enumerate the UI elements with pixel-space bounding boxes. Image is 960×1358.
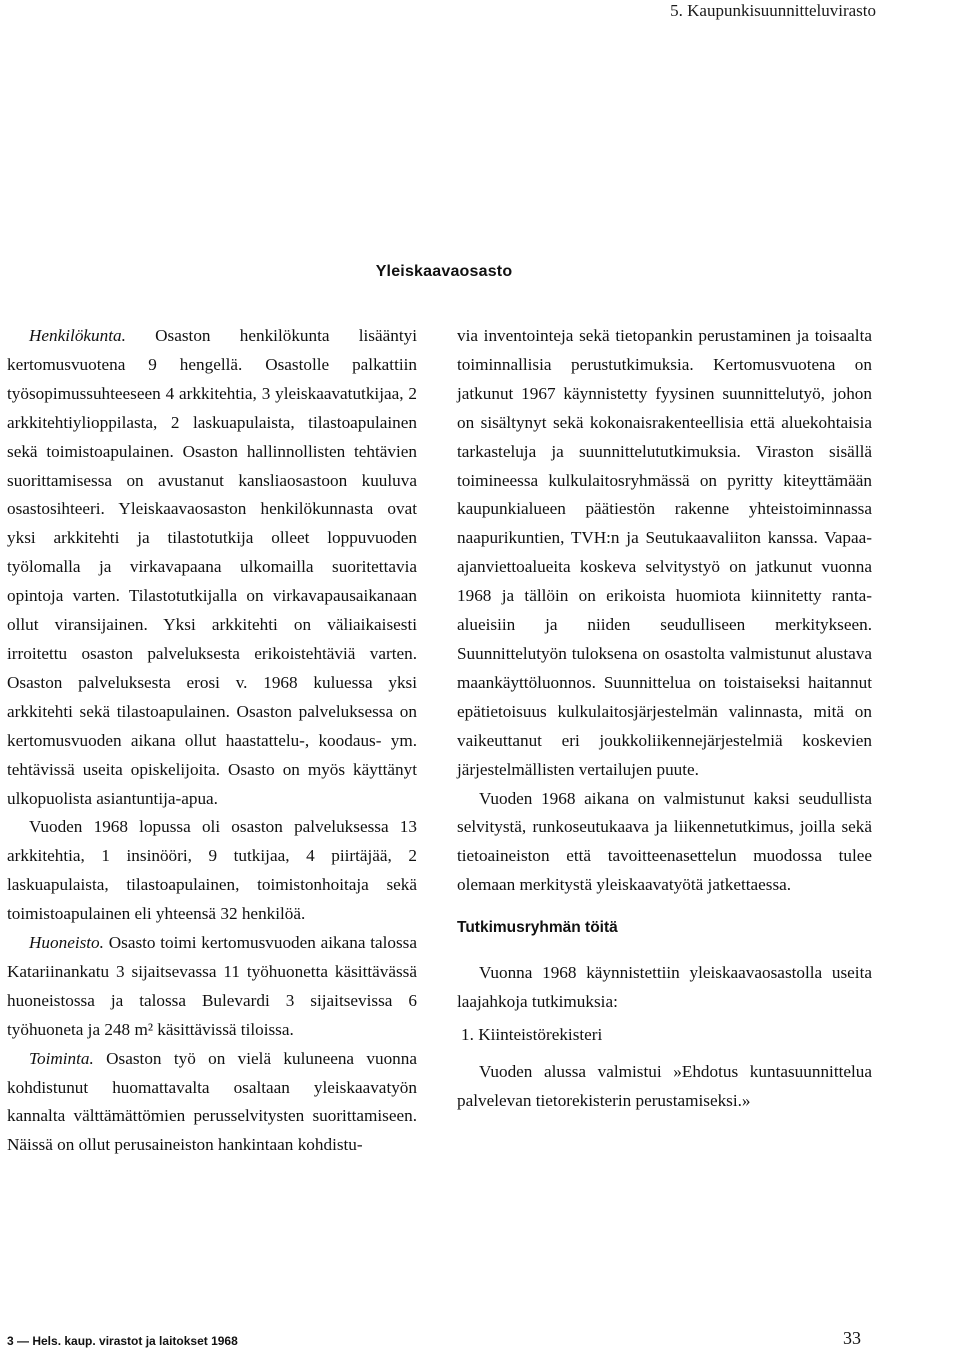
paragraph-staff-count: Vuoden 1968 lopussa oli osaston palveluksessa 13 arkkitehtia, 1 insinööri, 9 tutkijaa, 4 piirtäjää, 2 laskuapulaista, tilastoapulainen, toimistonhoitaja sekä toimistoapulainen eli yhteensä 32 henkilöä. xyxy=(7,817,417,924)
left-column xyxy=(7,322,417,1160)
subsection-heading: Tutkimusryhmän töitä xyxy=(457,919,618,937)
list-item: 1. Kiinteistörekisteri xyxy=(461,1024,603,1044)
paragraph-research-intro: Vuonna 1968 käynnistettiin yleiskaavaosastolla useita laajahkoja tutkimuksia: xyxy=(457,963,872,1012)
paragraph-regional-studies: Vuoden 1968 aikana on valmistunut kaksi seudullista selvitystä, runkoseutukaava ja liikennetutkimus, joilla sekä tietoaineiston että tavoitteenasettelun muodossa tulee olemaan merkitystä yleiskaavatyötä jatkettaessa. xyxy=(457,788,872,895)
paragraph-label: Toiminta. xyxy=(29,1048,94,1068)
paragraph-label: Henkilökunta. xyxy=(29,326,126,345)
paragraph-activities xyxy=(7,1045,417,1161)
paragraph-premises xyxy=(7,929,417,1045)
footer-publication: 3 — Hels. kaup. virastot ja laitokset 1968 xyxy=(7,1334,238,1348)
paragraph-text: Osasto toimi kertomusvuoden aikana talossa Katariinankatu 3 sijaitsevassa 11 työhuonetta käsittävässä huoneistossa ja talossa Bulevardi 3 sijaitsevissa 6 työhuoneta ja 248 m² käsittävissä tiloissa. xyxy=(7,933,417,1039)
paragraph-continuation: via inventointeja sekä tietopankin perustaminen ja toisaalta toiminnallisia perustutkimuksia. Kertomusvuotena on jatkunut 1967 käynnistetty fyysinen suunnittelutyö, johon on sisältynyt sekä kokonaisrakenteellisia että aluekohtaisia tarkasteluja ja suunnittelututkimuksia. Viraston sisällä toimineessa kulkulaitosryhmässä on pyritty kiteyttämään kaupunkialueen päätiestön rakenne yhteistoiminnassa naapurikuntien, TVH:n ja Seutukaavaliiton kanssa. Vapaa-ajanviettoalueita koskeva selvitystyö on jatkunut vuonna 1968 ja tällöin on erikoista huomiota kiinnitetty ranta-alueisiin ja niiden seudulliseen merkitykseen. Suunnittelutyön tuloksena on osastolta valmistunut alustava maankäyttöluonnos. Suunnittelua on toistaiseksi haitannut epätietoisuus kulkulaitosjärjestelmän valinnasta, mitä on vaikeuttanut eri joukkoliikennejärjestelmiä koskevien järjestelmällisten vertailujen puute. xyxy=(457,326,872,779)
running-head: 5. Kaupunkisuunnitteluvirasto xyxy=(670,1,876,20)
page-number: 33 xyxy=(843,1328,861,1348)
paragraph-text: Osaston työ on vielä kuluneena vuonna kohdistunut huomattavalta osaltaan yleiskaavatyön kannalta välttämättömien perusselvitysten suorittamiseen. Näissä on ollut perusaineiston hankintaan kohdistu- xyxy=(7,1048,417,1155)
right-column xyxy=(457,322,872,1116)
section-title: Yleiskaavaosasto xyxy=(375,263,513,280)
paragraph-label: Huoneisto. xyxy=(29,933,104,953)
paragraph-personnel xyxy=(7,322,417,813)
paragraph-text: Osaston henkilökunta lisääntyi kertomusvuotena 9 hengellä. Osastolle palkattiin työsopimussuhteeseen 4 arkkitehtia, 3 yleiskaavatutkijaa, 2 arkkitehtiylioppilasta, 2 laskuapulaista, tilastoapulainen sekä toimistoapulainen. Osaston hallinnollisten tehtävien suorittamisessa on avustanut kansliaosastoon kuuluva osastosihteeri. Yleiskaavaosaston henkilökunnasta ovat yksi arkkitehti ja tilastotutkija olleet loppuvuoden työlomalla ja virkavapaana ulkomailla suoritettavia opintoja varten. Tilastotutkijalla on virkavapausaikanaan ollut viransijainen. Yksi arkkitehti on väliaikaisesti irroitettu osaston palveluksesta erikoistehtäviä varten. Osaston palveluksesta erosi v. 1968 kuluessa yksi arkkitehti sekä tilastoapulainen. Osaston palveluksessa on kertomusvuoden aikana ollut haastattelu-, koodaus- ym. tehtävissä useita opiskelijoita. Osasto on myös käyttänyt ulkopuolista asiantuntija-apua. xyxy=(7,326,417,808)
paragraph-proposal: Vuoden alussa valmistui »Ehdotus kuntasuunnittelua palvelevan tietorekisterin perustamiseksi.» xyxy=(457,1061,872,1110)
